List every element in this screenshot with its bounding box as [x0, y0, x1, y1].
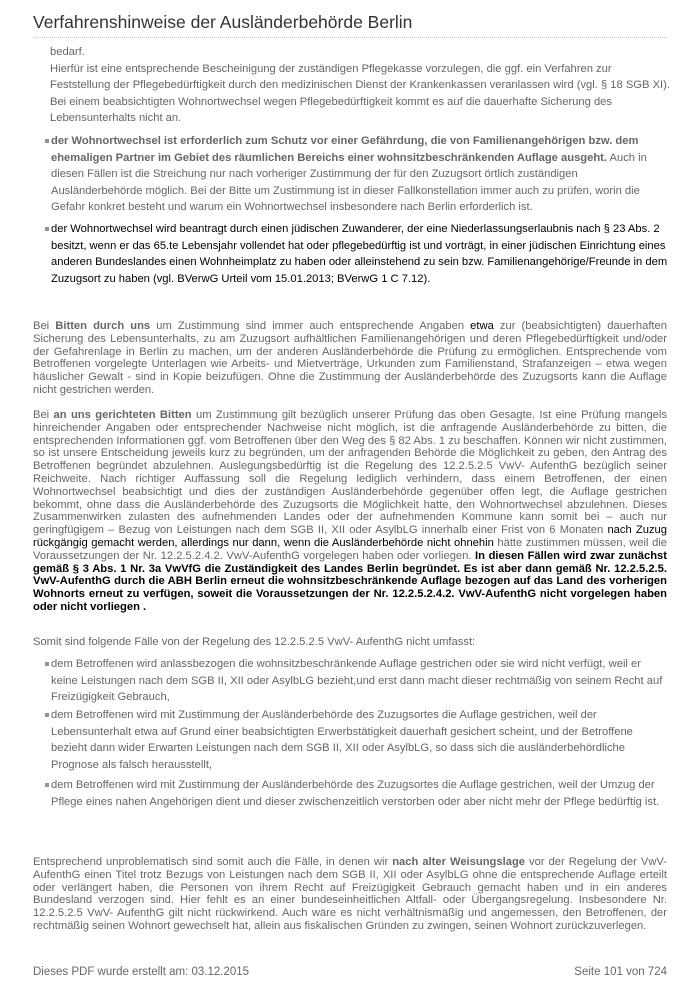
para-text: Entsprechend unproblematisch sind somit auch die Fälle, in denen wir	[33, 856, 393, 868]
para-text: um Zustimmung sind immer auch entsprechende Angaben	[150, 320, 471, 332]
bullet-text: dem Betroffenen wird mit Zustimmung der Ausländerbehörde des Zuzugsortes die Auflage gestrichen, weil der Umzug der Pflege eines nahen Angehörigen dient und dieser zwischenzeitlich verstorben oder aber nicht mehr der Pflege bedürftig ist.	[51, 779, 660, 808]
para-text: Bei	[33, 409, 54, 421]
para-dark-bold-text: In diesen Fällen wird zwar zunächst gemäß § 3 Abs. 1 Nr. 3a VwVfG die Zuständigkeit des Landes Berlin begründet. Es ist aber dann gemäß Nr. 12.2.5.2.5. VwV-AufenthG durch die ABH Berlin erneut die wohnsitzbeschränkende Auflage bezogen auf das Land des vorherigen Wohnorts erneut zu verfügen, soweit die Voraussetzungen der Nr. 12.2.5.2.4.2. VwV-AufenthG nicht vorgelegen haben oder nicht vorliegen .	[33, 549, 667, 613]
footer-created-date: Dieses PDF wurde erstellt am: 03.12.2015	[33, 966, 250, 978]
bullet-marker	[45, 139, 49, 143]
para-text: hätte zustimmen müssen, weil die Voraussetzungen der Nr. 12.2.5.2.4.2. VwV-AufenthG vorgelegen haben oder vorliegen.	[33, 536, 667, 562]
paragraph-an-uns-gerichtet	[33, 409, 667, 614]
continuation-line: bedarf.	[50, 46, 85, 58]
list-item	[45, 133, 670, 216]
para-text: um Zustimmung gilt bezüglich unserer Prüfung das oben Gesagte. Ist eine Prüfung mangels hinreichender Angaben oder entsprechender Nachweise nicht möglich, ist die anfragende Ausländerbehörde zu bitten, die entsprechenden Informationen ggf. vom Betroffenen über den Weg des § 82 Abs. 1 zu beschaffen. Können wir nicht zustimmen, so ist unsere Entscheidung jeweils kurz zu begründen, um der anfragenden Behörde die Möglichkeit zu geben, den Antrag des Betroffenen begründet abzulehnen. Auslegungsbedürftig ist die Regelung des 12.2.5.2.5 VwV- AufenthG bezüglich seiner Reichweite. Nach richtiger Auffassung soll die Regelung lediglich verhindern, dass einem Betroffenen, der einen Wohnortwechsel beabsichtigt und dies der zuständigen Ausländerbehörde gegenüber offen legt, die Auflage gestrichen bekommt, ohne dass die Ausländerbehörde des Zuzugsorts die Möglichkeit hatte, den Wohnortwechsel abzulehnen. Dieses Zusammenwirken zulasten des aufnehmenden Landes oder der aufnehmenden Kommune kann somit bei – auch nur geringfügigem – Bezug von Leistungen nach dem SGB II, XII oder AsylbLG innerhalb einer Frist von 6 Monaten	[33, 409, 667, 537]
bullet-text: der Wohnortwechsel wird beantragt durch einen jüdischen Zuwanderer, der eine Niederlassungserlaubnis nach § 23 Abs. 2 besitzt, wenn er das 65.te Lebensjahr vollendet hat oder pflegebedürftig ist und vorträgt, in einer jüdischen Einrichtung eines anderen Bundeslandes einen Wohnheimplatz zu haben oder alleinstehend zu sein bzw. Familienangehörige/Freunde in dem Zuzugsort zu haben (vgl. BVerwG Urteil vom 15.01.2013; BVerwG 1 C 7.12).	[51, 223, 668, 285]
para-bold-text: nach alter Weisungslage	[392, 856, 525, 868]
bullet-marker	[45, 662, 49, 666]
para-bold-text: an uns gerichteten Bitten	[53, 409, 192, 421]
bullet-marker	[45, 713, 49, 717]
para-text: vor der Regelung der VwV- AufenthG einen Titel trotz Bezugs von Leistungen nach dem SGB II, XII oder AsylbLG ohne die entsprechende Auflage erteilt oder verlängert haben, die Personen von ihrem Recht auf Freizügigkeit Gebrauch gemacht haben und in ein anderes Bundesland verzogen sind. Hier fehlt es an einer bundeseinheitlichen Altfall- oder Übergangsregelung. Insbesondere Nr. 12.2.5.2.5 VwV- AufenthG gilt nicht rückwirkend. Auch wäre es nicht verhältnismäßig und angemessen, den Betroffenen, der rechtmäßig seinen Wohnort gewechselt hat, allein aus fiskalischen Gründen zu zwingen, seinen Wohnort zurückzuverlegen.	[33, 856, 667, 932]
para-text: Bei	[33, 320, 56, 332]
para-text: zur (beabsichtigten) dauerhaften Sicherung des Lebensunterhalts, zu am Zuzugsort aufhältlichen Familienangehörigen und deren Pflegebedürftigkeit und/oder der Gefahrenlage in Berlin zu machen, um der anderen Ausländerbehörde die Prüfung zu ermöglichen. Entsprechende vom Betroffenen vorgelegte Unterlagen wie Arbeits- und Mietverträge, Urkunden zum Familienstand, Strafanzeigen – etwa wegen häuslicher Gewalt - sind in Kopie beizufügen. Ohne die Zustimmung der Ausländerbehörde des Zuzugsorts kann die Auflage nicht gestrichen werden.	[33, 320, 667, 396]
para-dark-text: etwa	[470, 320, 494, 332]
para-dark-text: nach Zuzug rückgängig gemacht werden, allerdings nur dann, wenn die Ausländerbehörde nicht ohnehin	[33, 524, 667, 549]
footer-page-number: Seite 101 von 724	[574, 966, 667, 978]
bullet-bold-text: der Wohnortwechsel ist erforderlich zum Schutz vor einer Gefährdung, die von Familienangehörigen bzw. dem ehemaligen Partner im Gebiet des räumlichen Bereichs einer wohnsitzbeschränkenden Auflage ausgeht.	[51, 135, 639, 164]
bullet-text: Auch in diesen Fällen ist die Streichung nur nach vorheriger Zustimmung der für den Zuzugsort örtlich zuständigen Ausländerbehörde möglich. Bei der Bitte um Zustimmung ist in dieser Fallkonstellation immer auch zu prüfen, worin die Gefahr konkret besteht und warum ein Wohnortwechsel insbesondere nach Berlin erforderlich ist.	[51, 151, 647, 214]
paragraph-alte-weisungslage	[33, 856, 667, 933]
bullet-marker	[45, 783, 49, 787]
page-header-title: Verfahrenshinweise der Ausländerbehörde Berlin	[33, 12, 413, 32]
list-item	[45, 777, 670, 810]
continuation-text: Hierfür ist eine entsprechende Bescheinigung der zuständigen Pflegekasse vorzulegen, die ggf. ein Verfahren zur Feststellung der Pflegebedürftigkeit durch den medizinischen Dienst der Krankenkassen veranlassen wird (vgl. § 18 SGB XI). Bei einem beabsichtigten Wohnortwechsel wegen Pflegebedürftigkeit kommt es auf die dauerhafte Sicherung des Lebensunterhalts nicht an.	[50, 62, 670, 125]
continuation-block	[50, 44, 670, 127]
list-intro: Somit sind folgende Fälle von der Regelung des 12.2.5.2.5 VwV- AufenthG nicht umfasst:	[33, 636, 476, 648]
para-bold-text: Bitten durch uns	[55, 320, 151, 332]
bullet-marker	[45, 227, 49, 231]
header-divider	[33, 37, 667, 38]
list-item	[45, 221, 670, 287]
list-item	[45, 707, 670, 773]
paragraph-bitten-durch-uns	[33, 320, 667, 397]
bullet-text: dem Betroffenen wird mit Zustimmung der Ausländerbehörde des Zuzugsortes die Auflage gestrichen, weil der Lebensunterhalt etwa auf Grund einer beabsichtigten Erwerbstätigkeit dauerhaft gesichert scheint, und der Betroffene bezieht dann wider Erwarten Leistungen nach dem SGB II, XII oder AsylbLG, so dass sich die ausländerbehördliche Prognose als falsch herausstellt,	[51, 709, 633, 771]
list-item	[45, 656, 670, 706]
bullet-text: dem Betroffenen wird anlassbezogen die wohnsitzbeschränkende Auflage gestrichen oder sie wird nicht verfügt, weil er keine Leistungen nach dem SGB II, XII oder AsylbLG bezieht,und erst dann macht dieser rechtmäßig von seinem Recht auf Freizügigkeit Gebrauch,	[51, 658, 663, 704]
